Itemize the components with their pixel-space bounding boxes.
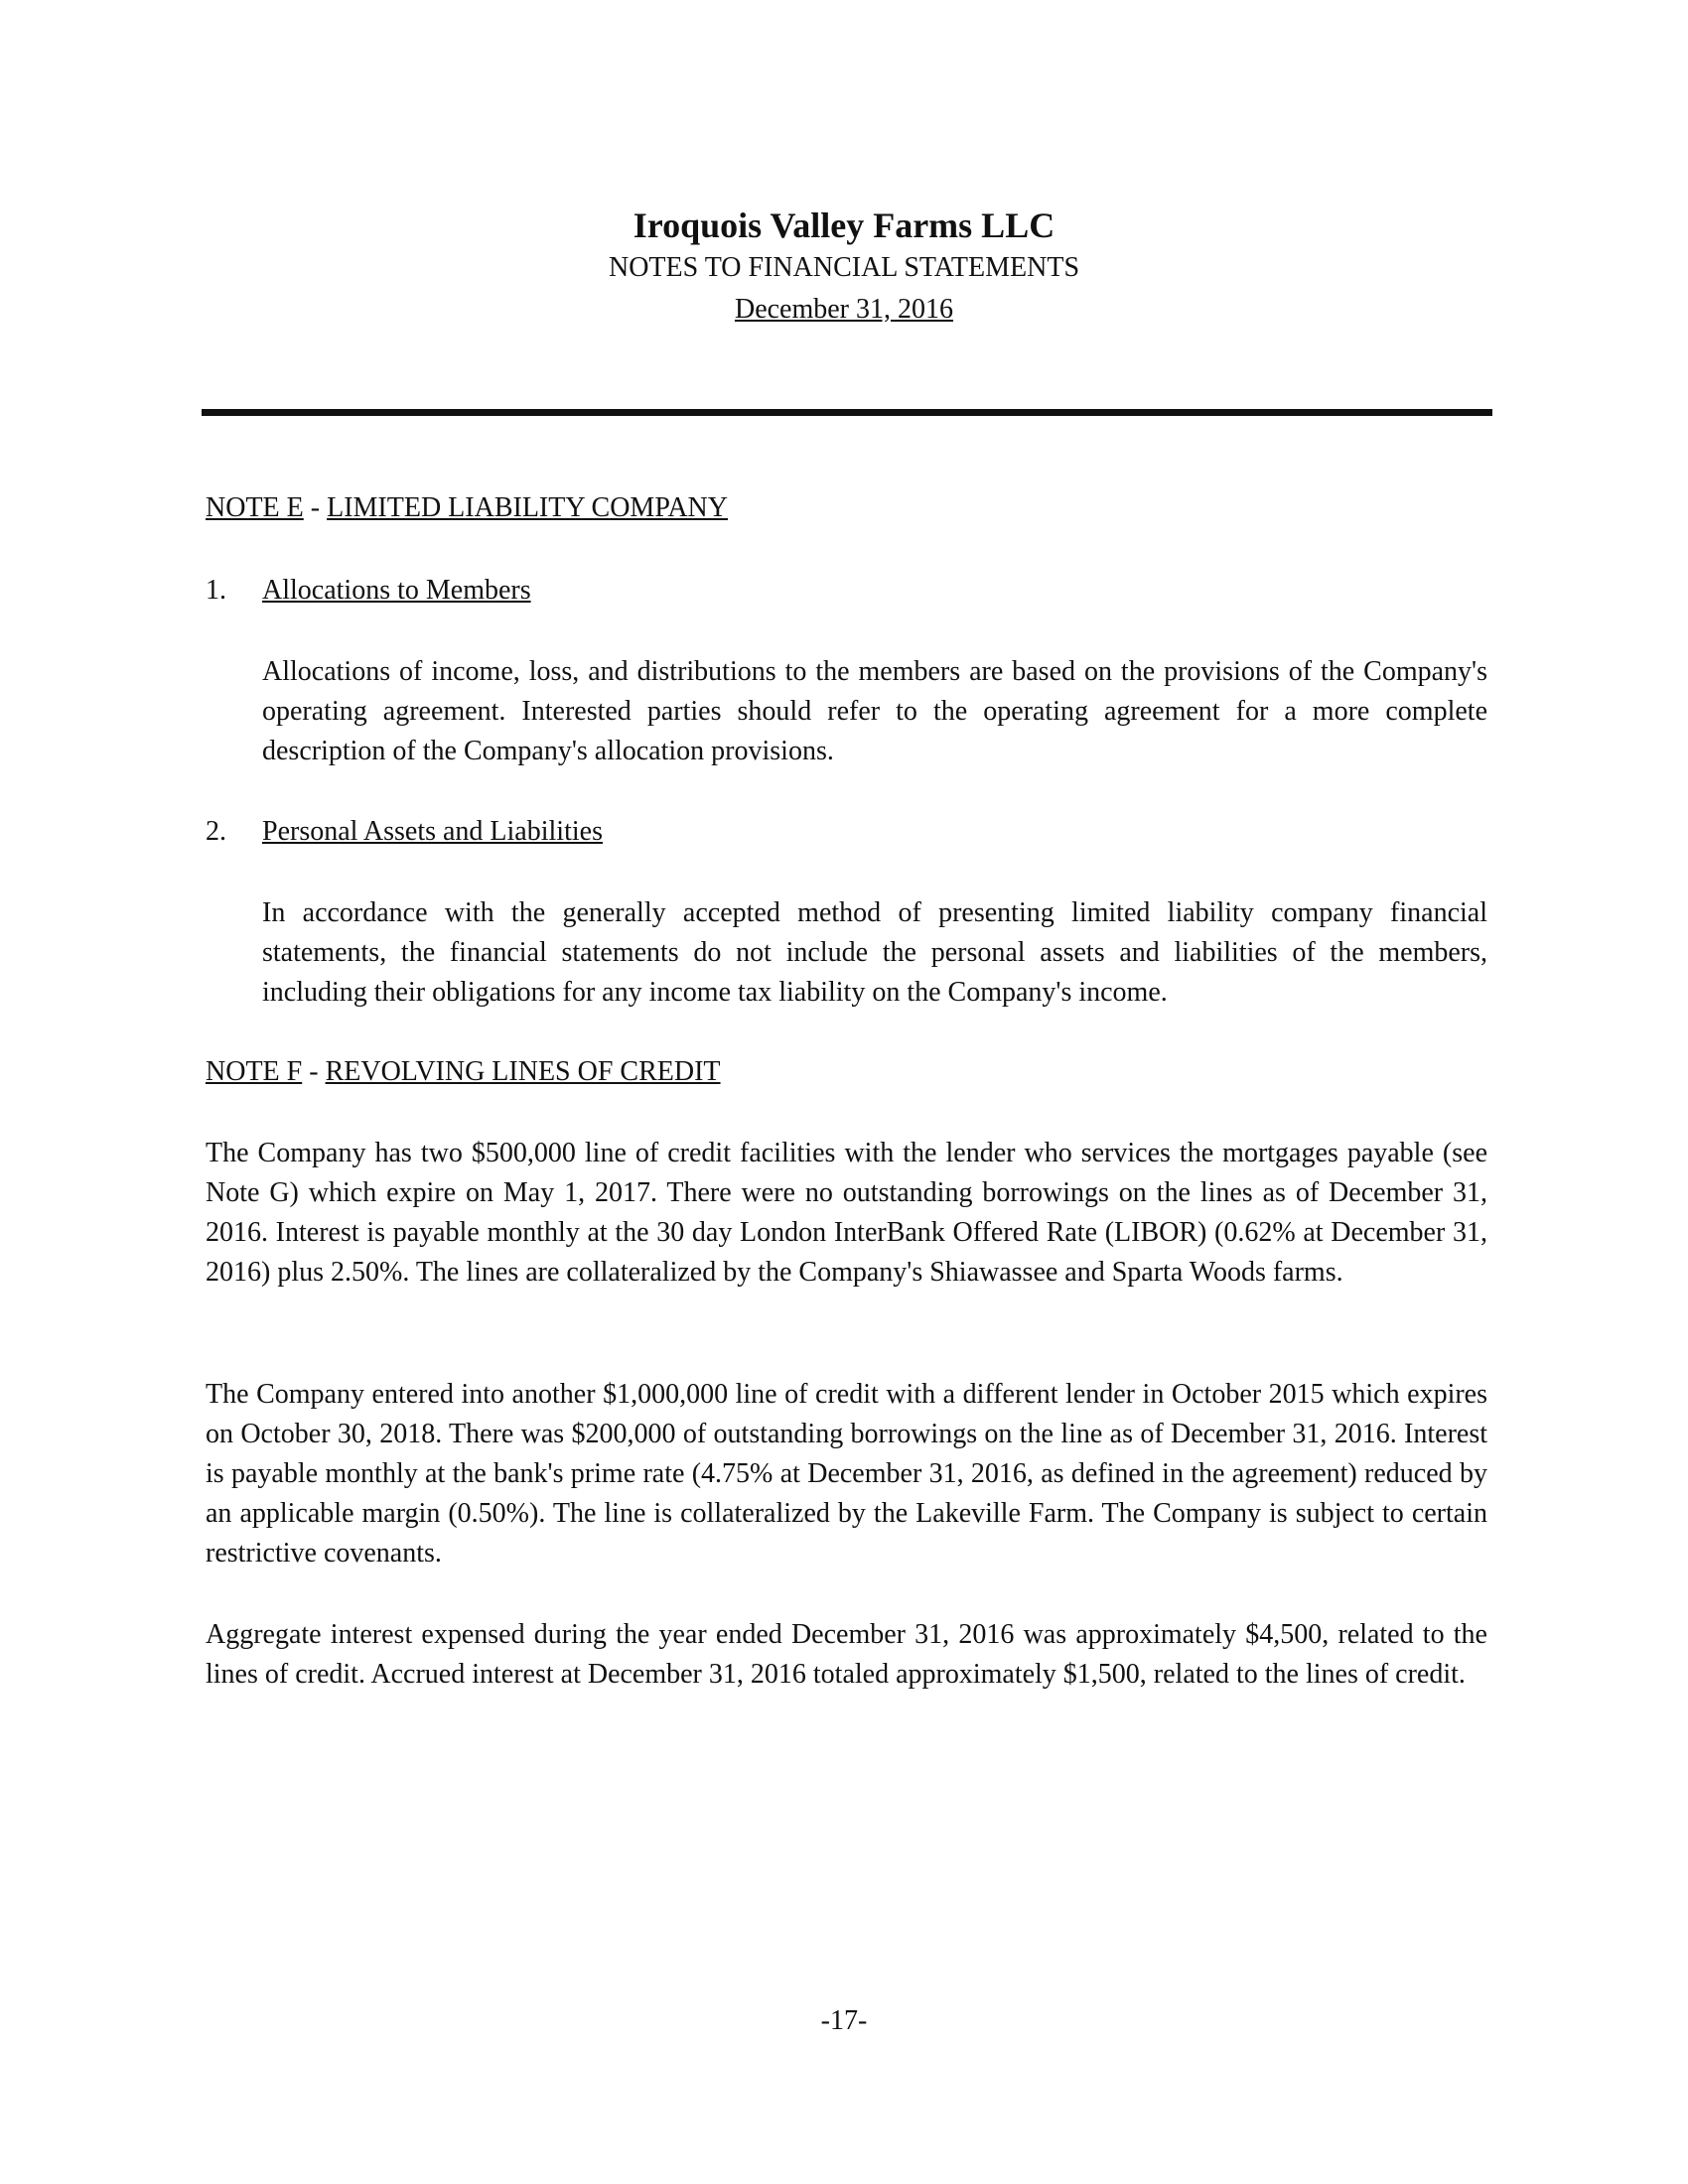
note-e-item-1-body: Allocations of income, loss, and distributions to the members are based on the provisions of the Company's operating agreement. Interested parties should refer to the operating agreement for a more complete description of the Company's allocation provisions. xyxy=(262,656,1487,766)
note-f-heading xyxy=(206,1052,1298,1092)
note-f-paragraph-1: The Company has two $500,000 line of credit facilities with the lender who services the mortgages payable (see Note G) which expire on May 1, 2017. There were no outstanding borrowings on the lines as of December 31, 2016. Interest is payable monthly at the 30 day London InterBank Offered Rate (LIBOR) (0.62% at December 31, 2016) plus 2.50%. The lines are collateralized by the Company's Shiawassee and Sparta Woods farms. xyxy=(206,1138,1487,1288)
note-e-heading xyxy=(206,488,1298,528)
document-subtitle: NOTES TO FINANCIAL STATEMENTS xyxy=(608,252,1080,283)
statement-date xyxy=(0,292,1688,328)
note-e-item-1-heading xyxy=(206,571,1298,611)
note-e-title: LIMITED LIABILITY COMPANY xyxy=(327,492,728,523)
note-f-paragraph-2: The Company entered into another $1,000,000 line of credit with a different lender in October 2015 which expires on October 30, 2018. There was $200,000 of outstanding borrowings on the line as of December 31, 2016. Interest is payable monthly at the bank's prime rate (4.75% at December 31, 2016, as defined in the agreement) reduced by an applicable margin (0.50%). The line is collateralized by the Lakeville Farm. The Company is subject to certain restrictive covenants. xyxy=(206,1379,1487,1569)
note-f-separator: - xyxy=(302,1056,326,1087)
page-number: -17- xyxy=(820,2005,868,2036)
note-f-label: NOTE F xyxy=(206,1056,303,1087)
statement-date-text: December 31, 2016 xyxy=(734,294,954,325)
note-e-label: NOTE E xyxy=(206,492,304,523)
note-e-item-1-number: 1. xyxy=(206,575,226,606)
note-f-paragraph-3: Aggregate interest expensed during the year ended December 31, 2016 was approximately $4,500, related to the lines of credit. Accrued interest at December 31, 2016 totaled approximately $1,500, related to the lines of credit. xyxy=(206,1619,1487,1690)
note-e-item-2-number: 2. xyxy=(206,816,226,847)
note-f-title: REVOLVING LINES OF CREDIT xyxy=(325,1056,721,1087)
header-divider xyxy=(202,409,1492,416)
note-e-item-2-heading xyxy=(206,812,1298,852)
note-e-item-2-body: In accordance with the generally accepted method of presenting limited liability company financial statements, the financial statements do not include the personal assets and liabilities of the members, including their obligations for any income tax liability on the Company's income. xyxy=(262,897,1487,1008)
note-e-item-2-title: Personal Assets and Liabilities xyxy=(262,816,603,847)
note-e-item-1-title: Allocations to Members xyxy=(262,575,531,606)
note-e-separator: - xyxy=(303,492,328,523)
company-name: Iroquois Valley Farms LLC xyxy=(633,205,1055,245)
